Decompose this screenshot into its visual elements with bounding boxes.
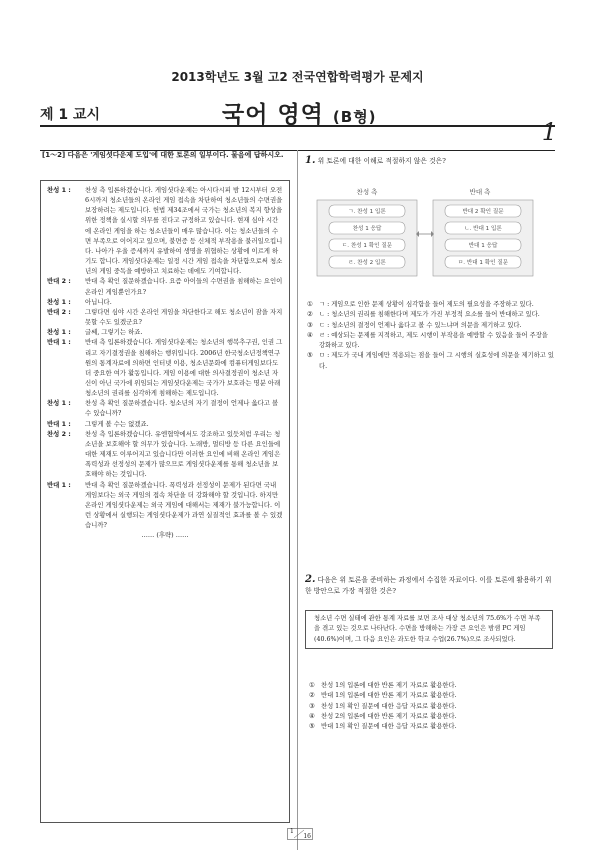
header-rule — [40, 125, 555, 127]
debate-flow-diagram — [305, 174, 555, 287]
speech-text: 그렇다면 심야 시간 온라인 게임을 차단한다고 해도 청소년이 잠을 자지 못할 수도 있겠군요? — [85, 307, 283, 327]
option-mark: ③ — [309, 702, 315, 710]
question-text: 다음은 위 토론을 준비하는 과정에서 수집한 자료이다. 이를 토론에 활용하기 위한 방안으로 가장 적절한 것은? — [305, 576, 552, 595]
option-text: ㄴ : 청소년의 권리를 침해한다며 제도가 가진 부정적 요소를 들어 반대하고 있다. — [319, 311, 540, 319]
speaker-label: 반대 2 : — [47, 277, 71, 286]
answer-option[interactable] — [309, 712, 555, 722]
speaker-label: 찬성 1 : — [47, 328, 71, 337]
option-mark: ① — [307, 301, 313, 308]
diagram-right-item-label: ㅁ. 반대 1 확인 질문 — [457, 260, 509, 267]
answer-option[interactable] — [307, 310, 555, 320]
page-indicator — [287, 828, 313, 840]
option-text: 찬성 1의 확인 질문에 대한 응답 자료로 활용한다. — [321, 702, 457, 710]
passage-intro: [1～2] 다음은 '게임셧다운제 도입'에 대한 토론의 일부이다. 물음에 답하시오. — [42, 151, 284, 159]
period-label: 제 1 교시 — [40, 107, 101, 123]
closing-mark: …… (후략) …… — [141, 531, 189, 540]
diagram-right-item-label: 반대 2 확인 질문 — [462, 209, 504, 216]
speaker-label: 찬성 2 : — [47, 429, 71, 438]
answer-option[interactable] — [307, 351, 555, 372]
option-mark: ② — [309, 692, 315, 700]
arrow-icon — [416, 231, 434, 237]
dialogue-turn — [47, 429, 283, 480]
diagram-right-title: 반대 측 — [469, 188, 491, 196]
option-mark: ④ — [307, 331, 313, 339]
diagram-left-item-label: ㄹ. 찬성 2 입론 — [348, 260, 386, 267]
dialogue-turn — [47, 327, 283, 337]
option-text: 반대 1의 확인 질문에 대한 응답 자료로 활용한다. — [321, 723, 457, 731]
dialogue-turn — [47, 337, 283, 398]
question-1-options — [307, 300, 555, 372]
question-2-options — [309, 681, 555, 732]
speech-text: 아닙니다. — [85, 297, 112, 306]
option-text: ㄹ : 예상되는 문제를 지적하고, 제도 시행이 부작용을 예방할 수 있음을 들어 주장을 강화하고 있다. — [319, 331, 548, 350]
speaker-label: 반대 1 : — [47, 338, 71, 347]
speaker-label: 반대 1 : — [47, 419, 71, 428]
speech-text: 찬성 측 입론하겠습니다. 게임셧다운제는 아시다시피 밤 12시부터 오전 6시까지 청소년들의 온라인 게임 접속을 차단하여 청소년들의 수면권을 보장하려는 제도입니다. 헌법 제34조에서 국가는 청소년의 복지 향상을 위한 정책을 실시할 의무를 진다고 규정하고 있습니다. 현재 심야 시간에 온라인 게임을 하는 청소년들이 매우 많습니다. 이는 청소년들의 수면 부족으로 이어지고 있으며, 불면증 등 신체적 부작용을 불러일으킵니다. 나아가 우울 증세까지 유발하여 생명을 위협하는 상황에 이르게 하기도 합니다. 게임셧다운제는 일정 시간 게임 접속을 차단함으로써 청소년의 게임 중독을 예방하고 치료하는 데에도 기여합니다. — [85, 186, 283, 276]
option-mark: ③ — [307, 321, 313, 329]
speech-text: 찬성 측 입론하겠습니다. 유엔협약에서도 강조하고 있듯처럼 우리는 청소년을 보호해야 할 의무가 있습니다. 노래방, 멀티방 등 다른 요인들에 대한 제재도 이루어지고 있습니다만 이러한 요인에 비해 온라인 게임은 폭력성과 선정성의 문제가 많으므로 게임셧다운제를 통해 청소년을 보호해야 하는 것입니다. — [85, 429, 281, 479]
speech-text: 반대 측 입론하겠습니다. 게임셧다운제는 청소년의 행복추구권, 인권 그리고 자기결정권을 침해하는 행위입니다. 2006년 한국청소년정책연구원의 통계자료에 의하면 인터넷 이용, 청소년문화에 컴퓨터게임보다도 더 중요한 여가 활동입니다. 게임 이용에 대한 의사결정권이 청소년 자신이 아닌 국가에 위임되는 게임셧다운제는 국가가 보호라는 명분 아래 청소년의 권리를 심각하게 침해하는 제도입니다. — [85, 338, 283, 398]
dialogue-list — [47, 185, 283, 530]
exam-type: (B형) — [332, 108, 377, 126]
question-number: 1. — [305, 155, 316, 166]
column-divider — [297, 150, 298, 850]
speaker-label: 찬성 1 : — [47, 399, 71, 408]
dialogue-turn — [47, 398, 283, 418]
answer-option[interactable] — [309, 702, 555, 712]
question-text: 위 토론에 대한 이해로 적절하지 않은 것은? — [317, 157, 446, 165]
option-text: 찬성 1의 입론에 대한 반론 제기 자료로 활용한다. — [321, 682, 457, 689]
speaker-label: 반대 2 : — [47, 307, 71, 316]
answer-option[interactable] — [309, 691, 555, 701]
diagram-left-item-label: 찬성 1 응답 — [352, 226, 382, 233]
diagram-left-item-label: ㄱ. 찬성 1 입론 — [348, 209, 386, 216]
answer-option[interactable] — [309, 681, 555, 691]
subject-name: 국어 영역 — [222, 102, 324, 128]
page-current: 1 — [290, 828, 294, 835]
option-text: 찬성 2의 입론에 대한 반론 제기 자료로 활용한다. — [321, 712, 457, 720]
question-1 — [305, 155, 555, 167]
option-text: ㄱ : 게임으로 인한 문제 상황이 심각함을 들어 제도의 필요성을 주장하고 있다. — [319, 301, 534, 308]
statistics-box: 청소년 수면 실태에 관한 통계 자료를 보면 조사 대상 청소년의 75.6%가 수면 부족을 겪고 있는 것으로 나타난다. 수면을 방해하는 가장 큰 요인은 밤샘 PC 게임(40.6%)이며, 그 다음 요인은 과도한 학교 수업(26.7%)으로 조사되었다. — [305, 610, 553, 649]
page-total: 16 — [303, 833, 311, 840]
exam-title: 2013학년도 3월 고2 전국연합학력평가 문제지 — [171, 70, 424, 84]
diagram-right-item-label: ㄴ. 반대 1 입론 — [464, 226, 502, 233]
option-mark: ④ — [309, 712, 315, 720]
dialogue-turn — [47, 185, 283, 276]
option-mark: ② — [307, 311, 313, 319]
option-mark: ① — [309, 682, 315, 689]
question-2 — [305, 574, 555, 597]
option-text: ㅁ : 제도가 국내 게임에만 적용되는 점을 들어 그 시행의 실효성에 의문을 제기하고 있다. — [319, 352, 554, 370]
dialogue-turn — [47, 297, 283, 307]
dialogue-turn — [47, 276, 283, 296]
dialogue-turn — [47, 480, 283, 531]
option-text: 반대 1의 입론에 대한 반론 제기 자료로 활용한다. — [321, 692, 457, 700]
option-mark: ⑤ — [309, 723, 315, 731]
dialogue-turn — [47, 419, 283, 429]
speech-text: 반대 측 확인 질문하겠습니다. 폭력성과 선정성이 문제가 된다면 국내 게임보다는 외국 게임의 접속 차단을 더 강화해야 할 것입니다. 하지만 온라인 게임셧다운제는 외국 게임에 대해서는 제재가 불가능합니다. 이런 상황에서 실행되는 게임셧다운제가 과연 실질적인 효과를 볼 수 있겠습니까? — [85, 480, 283, 530]
speech-text: 그렇게 볼 수는 없겠죠. — [85, 419, 149, 428]
speaker-label: 찬성 1 : — [47, 186, 71, 194]
answer-option[interactable] — [307, 321, 555, 331]
speaker-label: 반대 1 : — [47, 480, 71, 489]
dialogue-turn — [47, 307, 283, 327]
option-mark: ⑤ — [307, 352, 313, 360]
diagram-right-item-label: 반대 1 응답 — [468, 243, 498, 250]
speech-text: 반대 측 확인 질문하겠습니다. 요즘 아이들의 수면권을 침해하는 요인이 온라인 게임뿐인가요? — [85, 277, 283, 296]
diagram-left-title: 찬성 측 — [356, 188, 378, 196]
answer-option[interactable] — [307, 331, 555, 352]
debate-passage — [40, 180, 290, 823]
answer-option[interactable] — [307, 300, 555, 310]
diagram-left-item-label: ㄷ. 찬성 1 확인 질문 — [341, 243, 393, 250]
option-text: ㄷ : 청소년의 결정이 언제나 옳다고 볼 수 있느냐며 의문을 제기하고 있다. — [319, 321, 522, 329]
question-number: 2. — [305, 574, 316, 585]
speech-text: 글쎄, 그렇기는 하죠. — [85, 328, 143, 337]
speech-text: 찬성 측 확인 질문하겠습니다. 청소년의 자기 결정이 언제나 옳다고 볼 수 있습니까? — [85, 399, 279, 418]
page-number-large: 1 — [541, 118, 557, 146]
speaker-label: 찬성 1 : — [47, 297, 71, 306]
answer-option[interactable] — [309, 722, 555, 732]
